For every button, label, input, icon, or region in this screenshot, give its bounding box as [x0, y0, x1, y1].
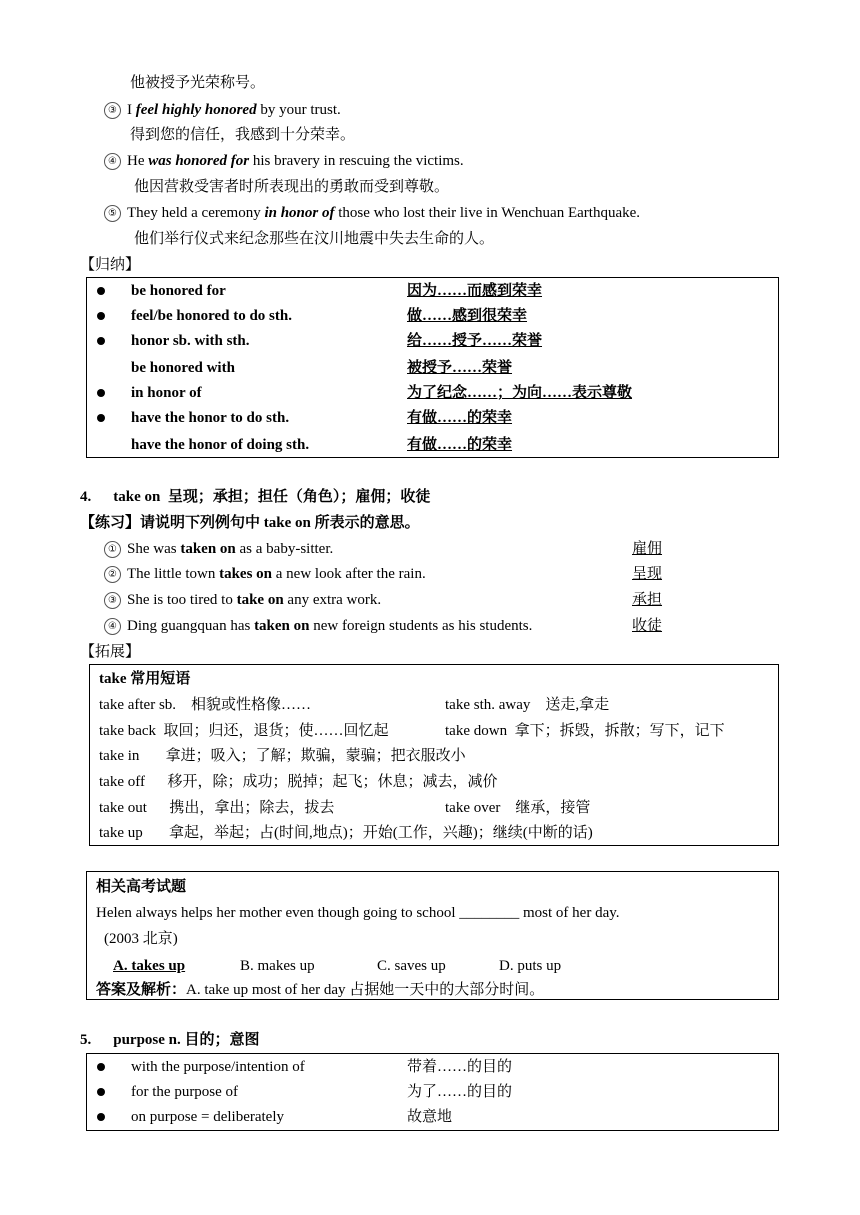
- purpose-row: [87, 1080, 778, 1104]
- meaning: 给……授予……荣誉: [407, 333, 543, 349]
- practice-answer: 呈现: [632, 566, 663, 582]
- phrases-box: [89, 664, 779, 846]
- example-5-translation: 他们举行仪式来纪念那些在汶川地震中失去生命的人。: [134, 231, 495, 247]
- meaning: 故意地: [407, 1109, 453, 1125]
- expand-label: 【拓展】: [80, 644, 141, 660]
- phrase: in honor of: [131, 385, 202, 401]
- example-text: any extra work.: [283, 592, 382, 608]
- practice-example: [104, 590, 381, 610]
- phrase: feel/be honored to do sth.: [131, 308, 292, 324]
- exam-answer: [96, 980, 544, 1000]
- key-phrase: feel highly honored: [135, 102, 257, 118]
- summary-row: [87, 304, 778, 328]
- phrase: with the purpose/intention of: [131, 1059, 305, 1075]
- phrase-line: take off 移开，除；成功；脱掉；起飞；休息；减去，减价: [99, 774, 498, 790]
- example-text: The little town: [127, 566, 220, 582]
- example-text: his bravery in rescuing the victims.: [249, 153, 464, 169]
- exam-option-a: A. takes up: [113, 958, 186, 974]
- meaning: 有做……的荣幸: [407, 437, 513, 453]
- section-number: 5.: [80, 1032, 92, 1048]
- example-text: new foreign students as his students.: [309, 618, 533, 634]
- answer-label: 答案及解析：: [96, 982, 187, 998]
- example-text: She was: [127, 541, 181, 557]
- circle-number: ④: [104, 153, 121, 170]
- circle-number: ①: [104, 541, 121, 558]
- example-text: She is too tired to: [127, 592, 237, 608]
- key-phrase: take on: [236, 592, 284, 608]
- summary-row: [87, 381, 778, 405]
- phrase: for the purpose of: [131, 1084, 239, 1100]
- phrase-line: take up 拿起，举起；占(时间,地点)；开始(工作，兴趣)；继续(中断的话): [99, 825, 593, 841]
- phrase-line: take over 继承，接管: [445, 800, 591, 816]
- meaning: 为了纪念……；为向……表示尊敬: [407, 385, 633, 401]
- example-5: [104, 203, 640, 223]
- example-text: Ding guangquan has: [127, 618, 255, 634]
- circle-number: ④: [104, 618, 121, 635]
- summary-row: [87, 406, 778, 430]
- phrase: have the honor of doing sth.: [131, 437, 310, 453]
- bullet-icon: [97, 389, 105, 397]
- exam-option-c: C. saves up: [377, 958, 446, 974]
- circle-number: ③: [104, 592, 121, 609]
- section-meaning: 呈现；承担；担任（角色）；雇佣；收徒: [167, 489, 431, 505]
- bullet-icon: [97, 414, 105, 422]
- key-phrase: was honored for: [148, 153, 250, 169]
- bullet-icon: [97, 337, 105, 345]
- phrase: on purpose = deliberately: [131, 1109, 284, 1125]
- meaning: 带着……的目的: [407, 1059, 513, 1075]
- exam-source: (2003 北京): [104, 931, 178, 947]
- phrases-title: take 常用短语: [99, 671, 191, 687]
- example-4: [104, 151, 464, 171]
- key-phrase: takes on: [219, 566, 273, 582]
- bullet-icon: [97, 312, 105, 320]
- meaning: 做……感到很荣幸: [407, 308, 528, 324]
- bullet-icon: [97, 287, 105, 295]
- practice-label: 【练习】请说明下列例句中 take on 所表示的意思。: [80, 515, 420, 531]
- example-text: those who lost their live in Wenchuan Earthquake.: [334, 205, 641, 221]
- practice-example: [104, 539, 333, 559]
- summary-row: [87, 279, 778, 303]
- circle-number: ②: [104, 566, 121, 583]
- phrase-line: take sth. away 送走,拿走: [445, 697, 610, 713]
- phrase-line: take out 携出，拿出；除去，拔去: [99, 800, 335, 816]
- exam-option-b: B. makes up: [240, 958, 315, 974]
- practice-example: [104, 616, 532, 636]
- practice-answer: 收徒: [632, 618, 663, 634]
- section-title: purpose n.: [113, 1032, 181, 1048]
- summary-box: [86, 277, 779, 458]
- phrase: be honored with: [131, 360, 235, 376]
- summary-row: [87, 329, 778, 353]
- summary-row: [87, 433, 778, 457]
- meaning: 为了……的目的: [407, 1084, 513, 1100]
- example-text: by your trust.: [256, 102, 341, 118]
- practice-answer: 承担: [632, 592, 663, 608]
- example-4-translation: 他因营救受害者时所表现出的勇敢而受到尊敬。: [134, 179, 450, 195]
- key-phrase: taken on: [254, 618, 310, 634]
- purpose-box: [86, 1053, 779, 1131]
- section-4-heading: [80, 487, 430, 507]
- practice-answer: 雇佣: [632, 541, 663, 557]
- bullet-icon: [97, 1063, 105, 1071]
- purpose-row: [87, 1055, 778, 1079]
- example-text: as a baby-sitter.: [235, 541, 334, 557]
- example-3-translation: 得到您的信任，我感到十分荣幸。: [130, 127, 356, 143]
- section-meaning: 目的；意图: [184, 1032, 260, 1048]
- phrase-line: take after sb. 相貌或性格像……: [99, 697, 312, 713]
- example-text: I: [127, 102, 136, 118]
- circle-number: ③: [104, 102, 121, 119]
- bullet-icon: [97, 1113, 105, 1121]
- exam-title: 相关高考试题: [96, 879, 187, 895]
- bullet-icon: [97, 1088, 105, 1096]
- exam-question: Helen always helps her mother even though going to school ________ most of her day.: [96, 905, 620, 921]
- meaning: 有做……的荣幸: [407, 410, 513, 426]
- summary-label: 【归纳】: [80, 257, 141, 273]
- phrase-line: take in 拿进；吸入；了解；欺骗，蒙骗；把衣服改小: [99, 748, 466, 764]
- example-2-translation: 他被授予光荣称号。: [130, 75, 266, 91]
- phrase-line: take down 拿下；拆毁，拆散；写下，记下: [445, 723, 725, 739]
- section-title: take on: [113, 489, 161, 505]
- circle-number: ⑤: [104, 205, 121, 222]
- exam-option-d: D. puts up: [499, 958, 562, 974]
- exam-box: [86, 871, 779, 1000]
- example-text: a new look after the rain.: [272, 566, 426, 582]
- phrase: honor sb. with sth.: [131, 333, 250, 349]
- practice-example: [104, 564, 426, 584]
- meaning: 被授予……荣誉: [407, 360, 513, 376]
- section-5-heading: [80, 1030, 260, 1050]
- meaning: 因为……而感到荣幸: [407, 283, 543, 299]
- section-number: 4.: [80, 489, 92, 505]
- summary-row: [87, 356, 778, 380]
- phrase-line: take back 取回；归还，退货；使……回忆起: [99, 723, 389, 739]
- key-phrase: in honor of: [264, 205, 335, 221]
- example-3: [104, 100, 341, 120]
- key-phrase: taken on: [180, 541, 236, 557]
- answer-text: A. take up most of her day 占据她一天中的大部分时间。: [186, 982, 545, 998]
- phrase: be honored for: [131, 283, 226, 299]
- purpose-row: [87, 1105, 778, 1129]
- example-text: He: [127, 153, 149, 169]
- phrase: have the honor to do sth.: [131, 410, 290, 426]
- example-text: They held a ceremony: [127, 205, 265, 221]
